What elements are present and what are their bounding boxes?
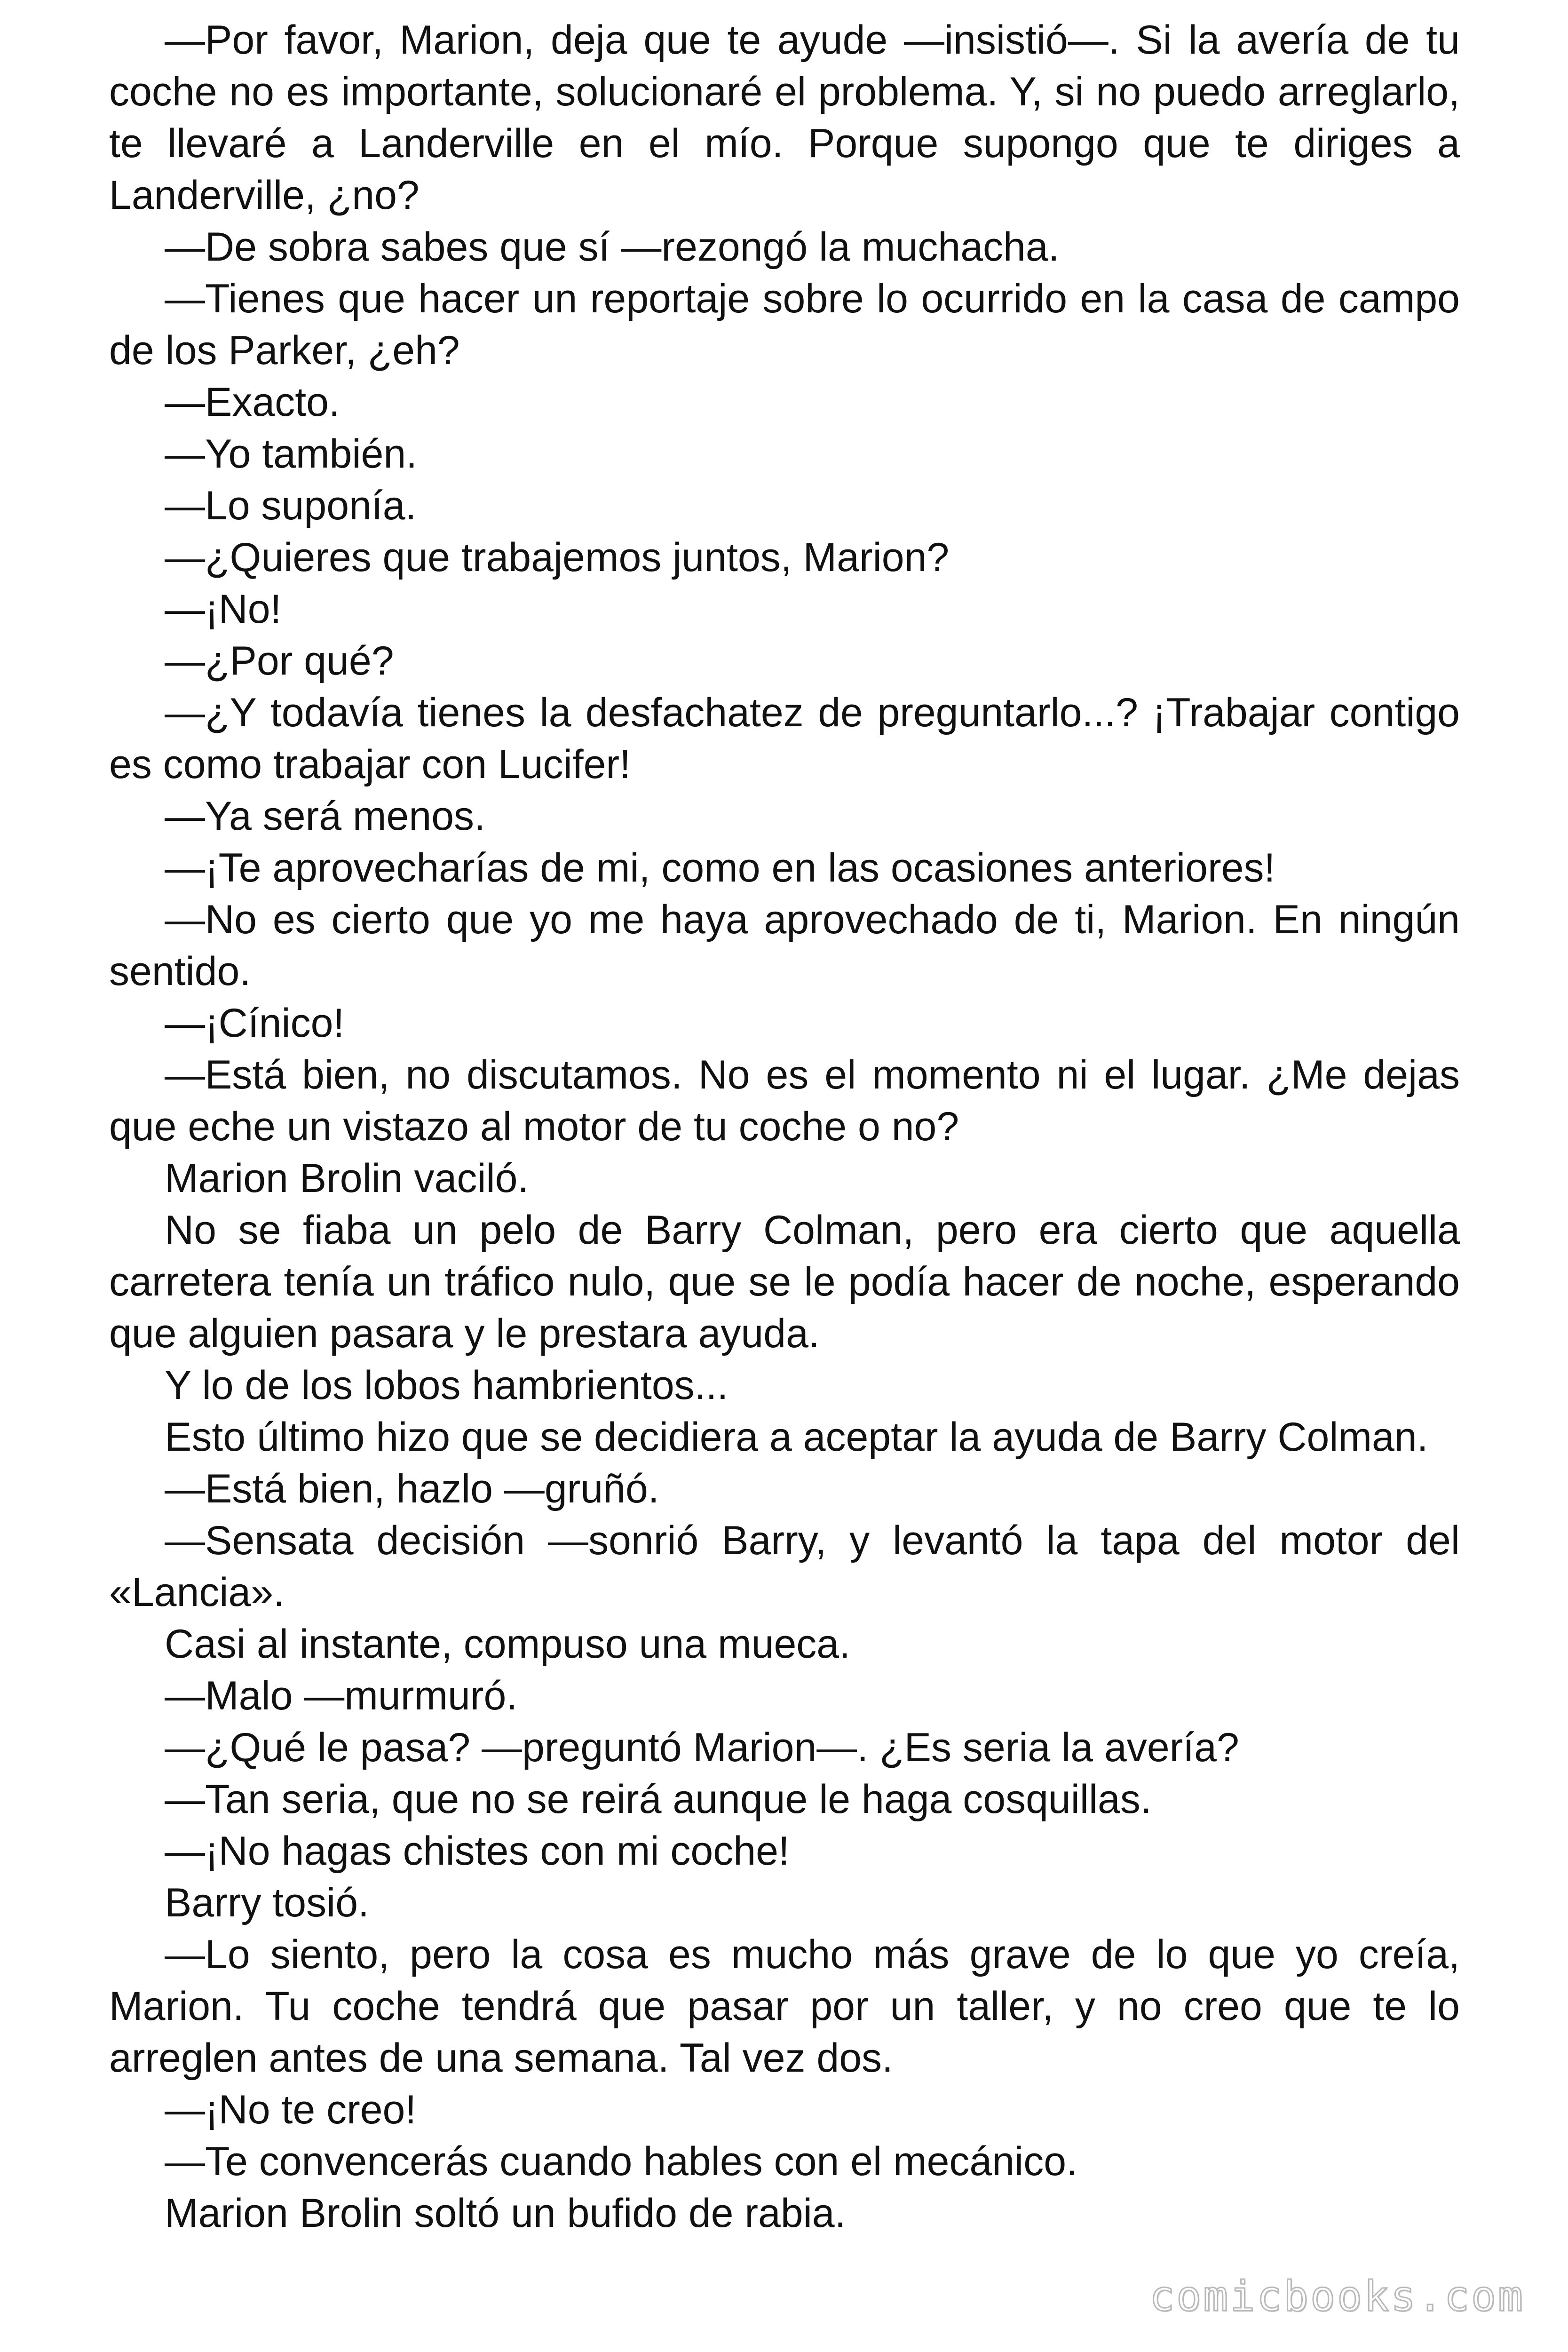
paragraph: —¿Y todavía tienes la desfachatez de preguntarlo...? ¡Trabajar contigo es como trabajar con Lucifer!	[109, 690, 1460, 787]
paragraph: —No es cierto que yo me haya aprovechado de ti, Marion. En ningún sentido.	[109, 897, 1460, 994]
paragraph: —¡No te creo!	[165, 2087, 417, 2132]
paragraph: —¿Quieres que trabajemos juntos, Marion?	[165, 535, 950, 580]
paragraph: —Exacto.	[165, 380, 340, 425]
paragraph: —¡Cínico!	[165, 1001, 345, 1046]
paragraph: —¡No hagas chistes con mi coche!	[165, 1828, 790, 1874]
paragraph: Y lo de los lobos hambrientos...	[165, 1363, 729, 1408]
paragraph: —Lo siento, pero la cosa es mucho más grave de lo que yo creía, Marion. Tu coche tendrá que pasar por un taller, y no creo que te lo arreglen antes de una semana. Tal vez dos.	[109, 1932, 1460, 2081]
paragraph: Casi al instante, compuso una mueca.	[165, 1621, 851, 1667]
paragraph: —¿Qué le pasa? —preguntó Marion—. ¿Es seria la avería?	[165, 1725, 1239, 1770]
paragraph: No se fiaba un pelo de Barry Colman, pero era cierto que aquella carretera tenía un tráfico nulo, que se le podía hacer de noche, esperando que alguien pasara y le prestara ayuda.	[109, 1208, 1460, 1356]
paragraph: —Lo suponía.	[165, 483, 417, 528]
paragraph: —¿Por qué?	[165, 638, 394, 683]
paragraph: —Está bien, no discutamos. No es el momento ni el lugar. ¿Me dejas que eche un vistazo al motor de tu coche o no?	[109, 1052, 1460, 1149]
paragraph: —Malo —murmuró.	[165, 1673, 518, 1718]
paragraph: Marion Brolin soltó un bufido de rabia.	[165, 2191, 846, 2236]
paragraph: —¡No!	[165, 587, 282, 632]
paragraph: —Sensata decisión —sonrió Barry, y levantó la tapa del motor del «Lancia».	[109, 1518, 1460, 1615]
paragraph: —Ya será menos.	[165, 794, 485, 839]
paragraph: —¡Te aprovecharías de mi, como en las ocasiones anteriores!	[165, 845, 1275, 890]
paragraph: —De sobra sabes que sí —rezongó la muchacha.	[165, 224, 1060, 270]
paragraph: —Por favor, Marion, deja que te ayude —insistió—. Si la avería de tu coche no es importante, solucionaré el problema. Y, si no puedo arreglarlo, te llevaré a Landerville en el mío. Porque supongo que te diriges a Landerville, ¿no?	[109, 17, 1460, 218]
paragraph: —Yo también.	[165, 431, 418, 477]
watermark: comicbooks.com	[1149, 2272, 1525, 2320]
paragraph: Esto último hizo que se decidiera a aceptar la ayuda de Barry Colman.	[165, 1414, 1428, 1460]
body-text	[109, 14, 1460, 2239]
paragraph: —Está bien, hazlo —gruñó.	[165, 1466, 659, 1511]
paragraph: —Tienes que hacer un reportaje sobre lo ocurrido en la casa de campo de los Parker, ¿eh?	[109, 276, 1460, 373]
paragraph: Barry tosió.	[165, 1880, 369, 1925]
paragraph: —Tan seria, que no se reirá aunque le haga cosquillas.	[165, 1777, 1152, 1822]
paragraph: Marion Brolin vaciló.	[165, 1156, 529, 1201]
paragraph: —Te convencerás cuando hables con el mecánico.	[165, 2139, 1077, 2184]
